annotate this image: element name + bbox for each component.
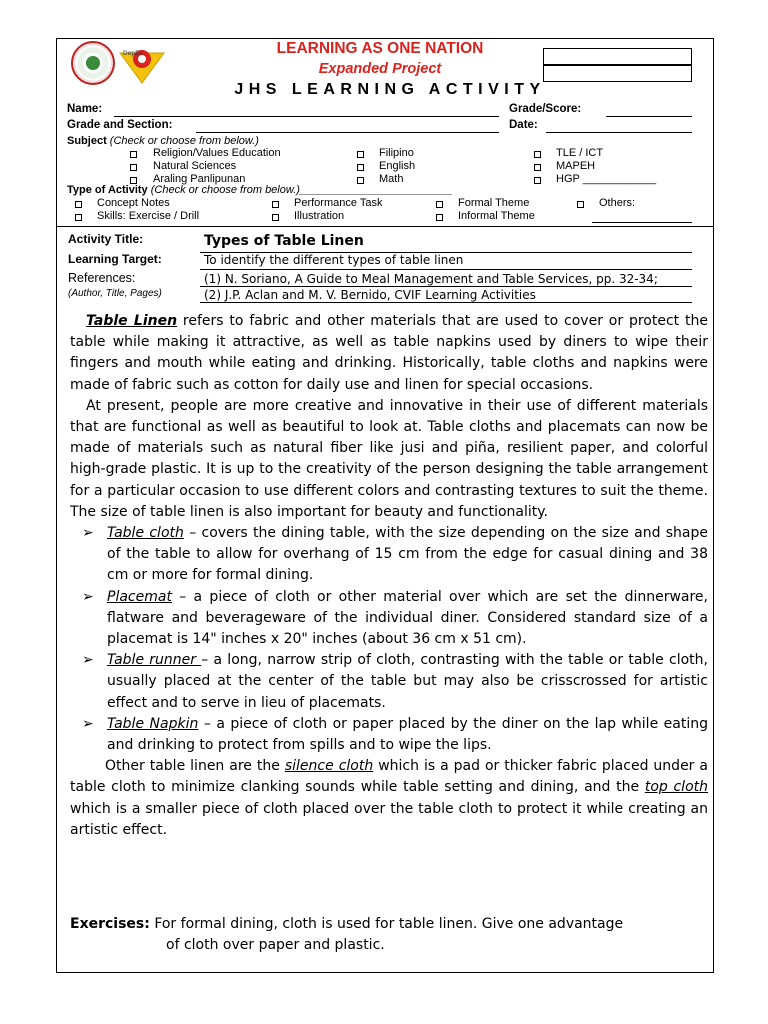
term-placemat: Placemat xyxy=(107,588,172,605)
list-item-text: – a piece of cloth or other material over which are set the dinnerware, flatware and beverageware of the individual diner. Considered standard size of a placemat is 14" inches x 20" inches (about 36 cm x 51 cm). xyxy=(107,588,708,648)
checkbox-formal-theme[interactable] xyxy=(436,201,443,208)
activity-title-value: Types of Table Linen xyxy=(204,233,364,249)
reference-2: (2) J.P. Aclan and M. V. Bernido, CVIF Learning Activities xyxy=(204,288,536,302)
subject-math: Math xyxy=(379,173,404,185)
list-item-text: – a piece of cloth or paper placed by the diner on the lap while eating and drinking to protect from spills and to wipe the lips. xyxy=(107,715,709,754)
p3-text-b: which is a pad or thicker fabric placed under a table cloth to minimize clanking sounds while table setting and dining, and the xyxy=(70,758,708,796)
subject-label: Subject xyxy=(67,135,107,147)
activity-title-label: Activity Title: xyxy=(68,232,144,246)
checkbox-tle-ict[interactable] xyxy=(534,151,541,158)
exercises-line-1: For formal dining, cloth is used for table linen. Give one advantage xyxy=(154,916,624,932)
p3-text-c: which is a smaller piece of cloth placed over the table cloth to protect it while creating an artistic effect. xyxy=(70,800,708,838)
term-table-runner: Table runner xyxy=(107,652,202,669)
header-title: LEARNING AS ONE NATION xyxy=(276,40,484,57)
term-table-napkin: Table Napkin xyxy=(107,715,199,732)
term-silence-cloth: silence cloth xyxy=(284,758,374,775)
date-label: Date: xyxy=(509,119,538,131)
arrow-bullet-icon: ➢ xyxy=(82,652,94,669)
references-hint: (Author, Title, Pages) xyxy=(68,288,162,299)
learning-target-line xyxy=(200,269,692,270)
checkbox-math[interactable] xyxy=(357,177,364,184)
svg-text:DepEd: DepEd xyxy=(123,50,143,57)
grade-section-field[interactable] xyxy=(196,132,499,133)
name-label: Name: xyxy=(67,103,103,115)
list-item-text: – covers the dining table, with the size depending on the size and shape of the table to allow for overhang of 15 cm from the edge for casual dining and 38 cm or more for formal dining. xyxy=(107,525,709,584)
paragraph-intro xyxy=(70,311,708,396)
checkbox-illustration[interactable] xyxy=(272,214,279,221)
checkbox-filipino[interactable] xyxy=(357,151,364,158)
learning-target-label: Learning Target: xyxy=(68,252,162,266)
term-table-linen: Table Linen xyxy=(86,313,178,329)
subject-tle-ict: TLE / ICT xyxy=(556,147,604,159)
paragraph-other-linen xyxy=(70,756,708,841)
term-table-cloth: Table cloth xyxy=(107,525,184,542)
activity-type-hint: (Check or choose from below.)_________________________ xyxy=(150,184,453,196)
name-field[interactable] xyxy=(114,116,499,117)
checkbox-performance-task[interactable] xyxy=(272,201,279,208)
header-main-title: JHS LEARNING ACTIVITY xyxy=(234,81,546,98)
subject-heading xyxy=(67,135,259,147)
arrow-bullet-icon: ➢ xyxy=(82,525,94,542)
checkbox-skills[interactable] xyxy=(75,214,82,221)
activity-performance-task: Performance Task xyxy=(294,197,383,209)
checkbox-hgp[interactable] xyxy=(534,177,541,184)
activity-skills: Skills: Exercise / Drill xyxy=(97,210,200,222)
p3-text-a: Other table linen are the xyxy=(105,758,285,775)
list-item xyxy=(70,587,708,651)
linen-types-list xyxy=(70,523,708,756)
reference-2-line xyxy=(200,302,692,303)
section-divider xyxy=(56,226,714,227)
arrow-bullet-icon: ➢ xyxy=(82,715,94,732)
exercises-label: Exercises: xyxy=(70,916,150,932)
list-item xyxy=(70,523,708,587)
subject-natural-sciences: Natural Sciences xyxy=(153,160,237,172)
checkbox-concept-notes[interactable] xyxy=(75,201,82,208)
exercises-section xyxy=(70,914,710,956)
subject-english: English xyxy=(379,160,416,172)
term-top-cloth: top cloth xyxy=(644,779,709,796)
activity-type-heading xyxy=(67,184,453,196)
exercises-line-2: of cloth over paper and plastic. xyxy=(166,937,385,953)
lesson-body xyxy=(70,311,708,841)
grade-section-label: Grade and Section: xyxy=(67,119,173,131)
subject-religion: Religion/Values Education xyxy=(153,147,281,159)
checkbox-informal-theme[interactable] xyxy=(436,214,443,221)
school-seal-logo xyxy=(71,41,115,85)
list-item xyxy=(70,650,708,714)
others-field[interactable] xyxy=(592,222,692,223)
activity-informal-theme: Informal Theme xyxy=(458,210,535,222)
deped-logo xyxy=(118,45,166,85)
subject-mapeh: MAPEH xyxy=(556,160,596,172)
reference-1-line xyxy=(200,286,692,287)
learning-target-value: To identify the different types of table linen xyxy=(204,253,464,267)
reference-1: (1) N. Soriano, A Guide to Meal Management and Table Services, pp. 32-34; xyxy=(204,272,658,286)
paragraph-intro-text: refers to fabric and other materials that are used to cover or protect the table while making it attractive, as well as table napkins used by diners to wipe their fingers and mouth while eating and drinking. Historically, table cloths and napkins were made of fabric such as cotton for daily use and linen for special occasions. xyxy=(70,313,708,393)
subject-hgp: HGP ____________ xyxy=(556,173,657,185)
grade-score-field[interactable] xyxy=(606,116,692,117)
checkbox-religion[interactable] xyxy=(130,151,137,158)
date-field[interactable] xyxy=(546,132,692,133)
checkbox-natural-sciences[interactable] xyxy=(130,164,137,171)
list-item xyxy=(70,714,708,756)
checkbox-araling[interactable] xyxy=(130,177,137,184)
code-box-top xyxy=(543,48,692,65)
activity-others: Others: xyxy=(599,197,636,209)
arrow-bullet-icon: ➢ xyxy=(82,588,94,605)
list-item-text: – a long, narrow strip of cloth, contrasting with the table or table cloth, usually placed at the center of the table but may also be crisscrossed for artistic effect and to serve in lieu of placemats. xyxy=(107,652,708,711)
activity-formal-theme: Formal Theme xyxy=(458,197,530,209)
checkbox-english[interactable] xyxy=(357,164,364,171)
grade-score-label: Grade/Score: xyxy=(509,103,582,115)
subject-filipino: Filipino xyxy=(379,147,414,159)
subject-araling: Araling Panlipunan xyxy=(153,173,246,185)
code-box-bottom xyxy=(543,65,692,82)
activity-concept-notes: Concept Notes xyxy=(97,197,170,209)
checkbox-mapeh[interactable] xyxy=(534,164,541,171)
checkbox-others[interactable] xyxy=(577,201,584,208)
activity-type-label: Type of Activity xyxy=(67,184,148,196)
references-label: References: xyxy=(68,271,136,285)
paragraph-present: At present, people are more creative and innovative in their use of different materials that are functional as well as beautiful to look at. Table cloths and placemats can now be made of materials such as natural fiber like jusi and piña, resilient paper, and colorful high-grade plastic. It is up to the creativity of the person designing the table arrangement for a particular occasion to use different colors and contrasting textures to suit the theme. The size of table linen is also important for beauty and functionality. xyxy=(70,397,708,520)
header-subtitle: Expanded Project xyxy=(318,61,442,77)
subject-hint: (Check or choose from below.) xyxy=(109,135,259,147)
activity-illustration: Illustration xyxy=(294,210,345,222)
